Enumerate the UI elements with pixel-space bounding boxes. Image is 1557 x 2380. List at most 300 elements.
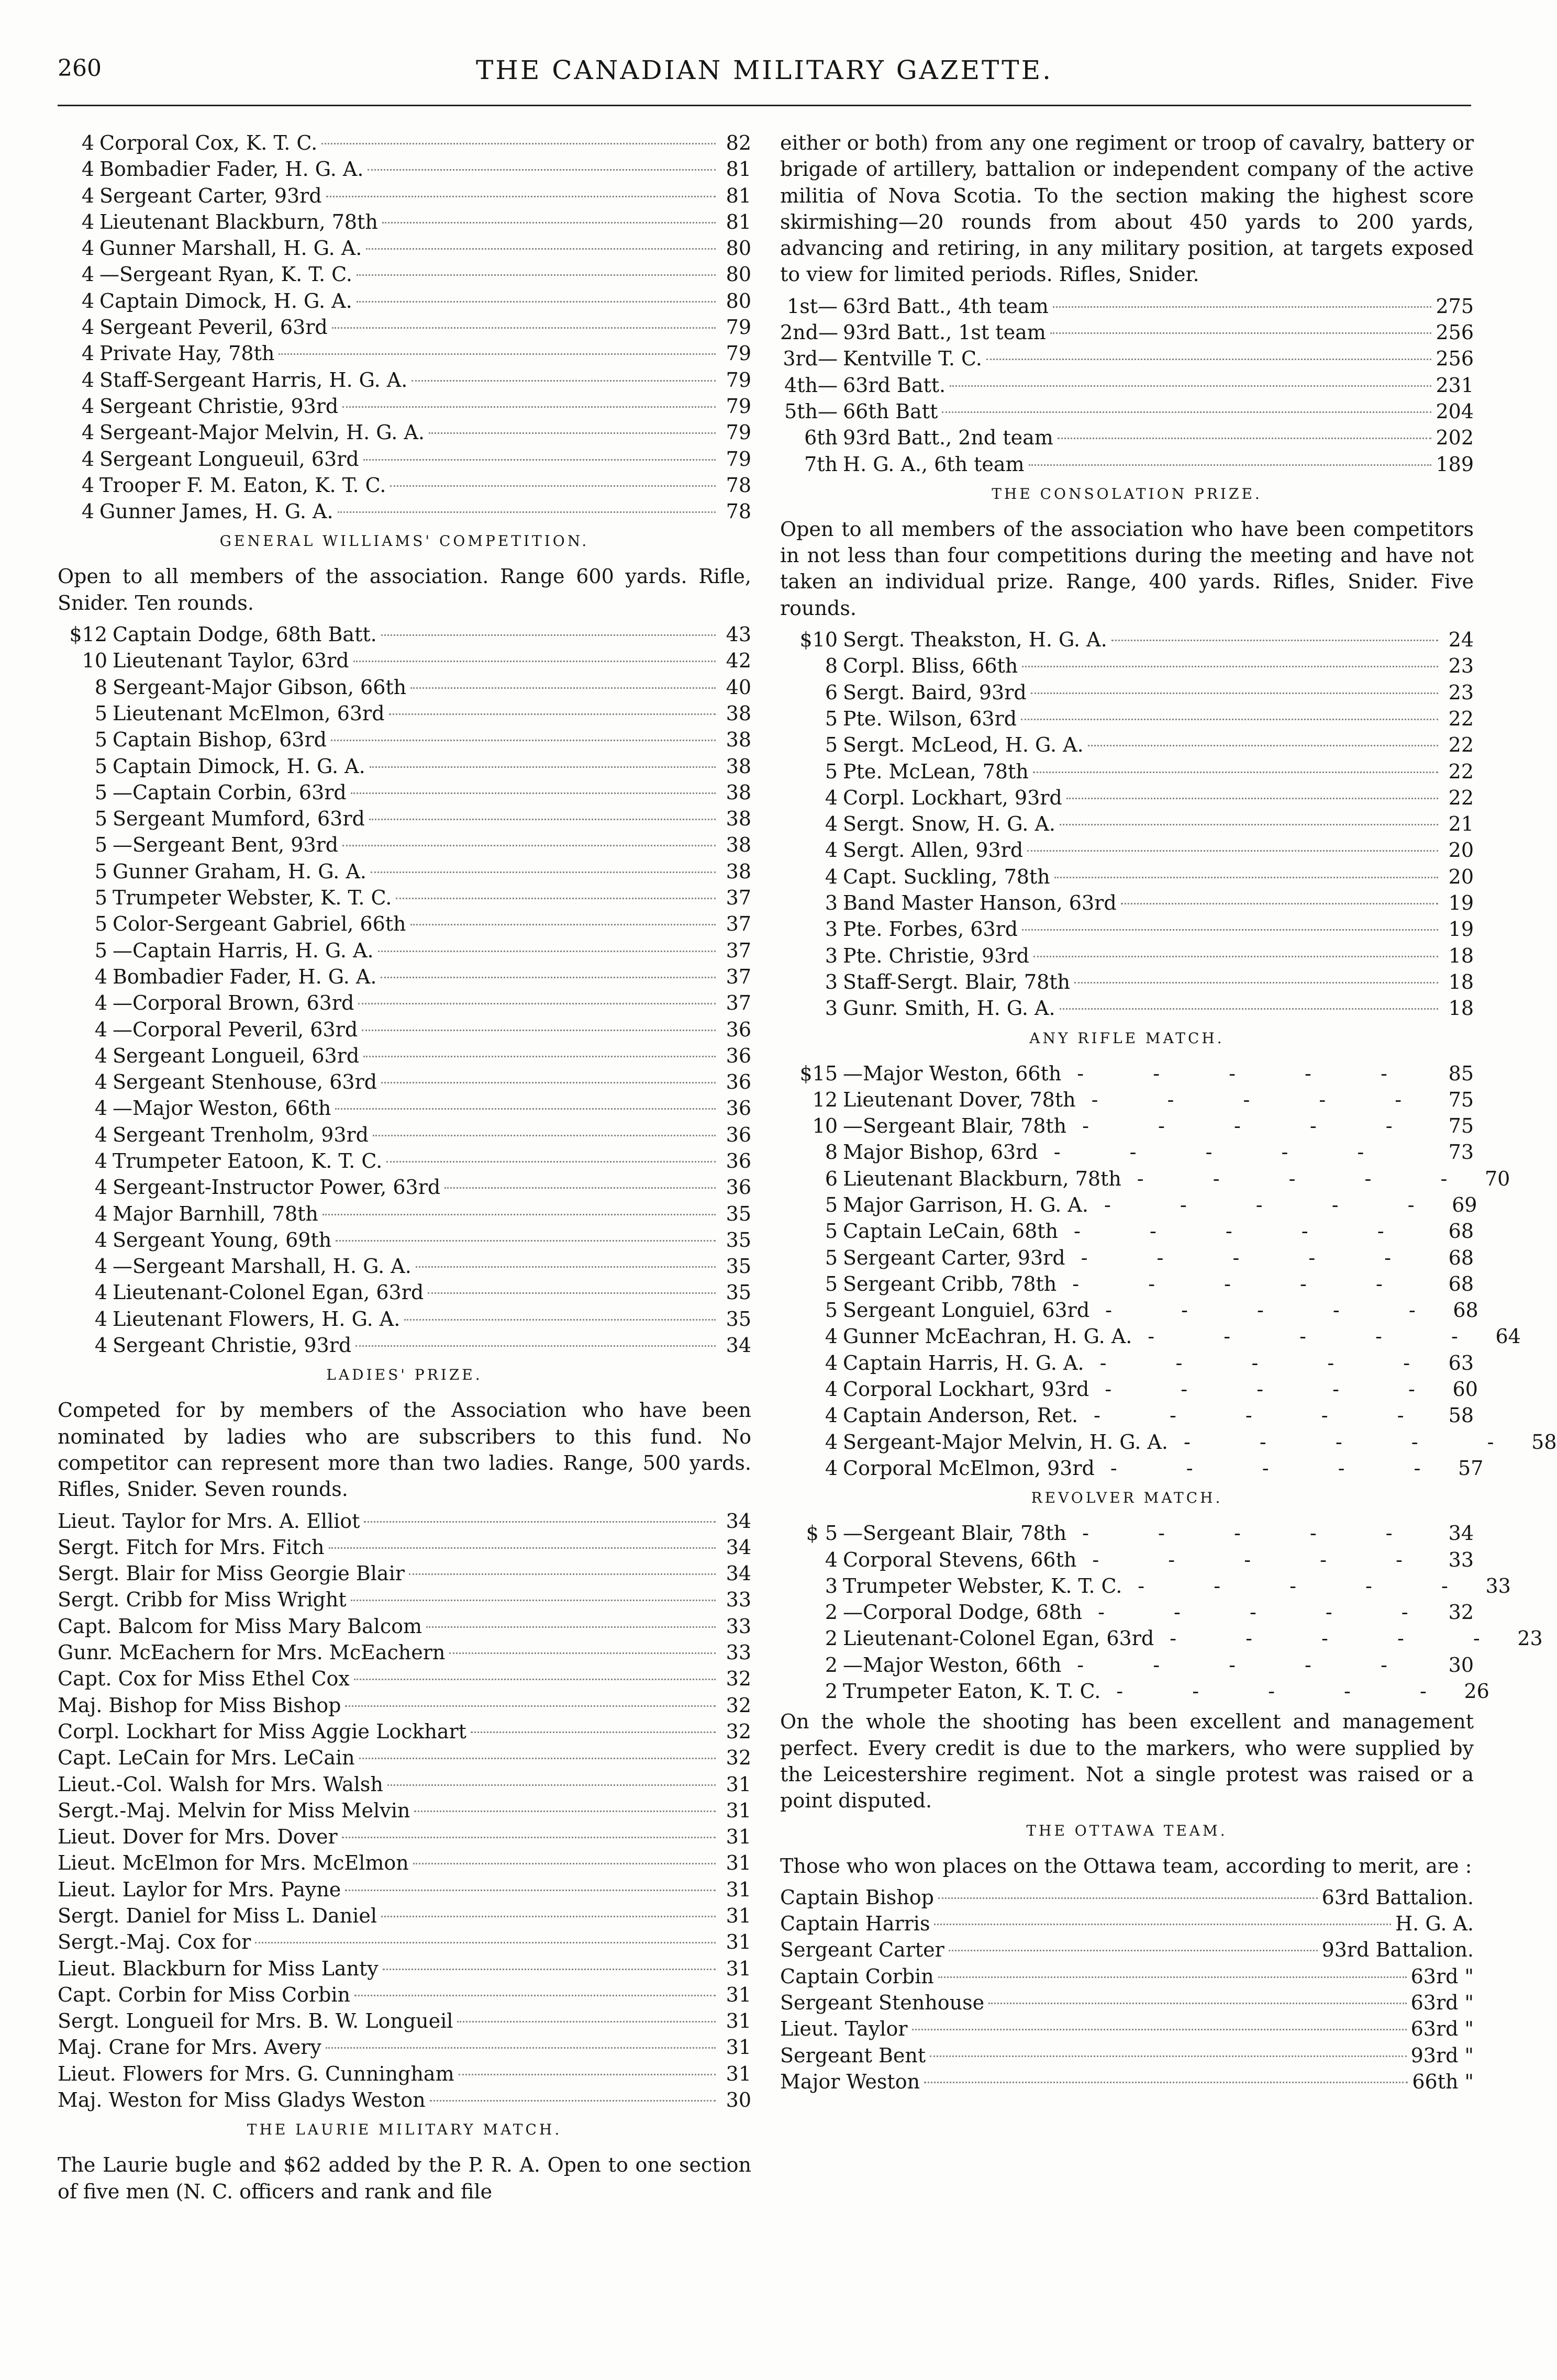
result-row bbox=[58, 1122, 751, 1148]
leader-dots: - - - - - bbox=[1091, 1088, 1433, 1111]
leader-dots bbox=[378, 951, 716, 952]
leader-dots bbox=[383, 1969, 716, 1970]
prize-amount: 4 bbox=[825, 1404, 838, 1427]
competitor-name: Sergeant Stenhouse, 63rd bbox=[113, 1070, 377, 1094]
score: 38 bbox=[726, 728, 751, 752]
result-row bbox=[58, 1850, 751, 1876]
unit-name: H. G. A. bbox=[1395, 1912, 1474, 1936]
score: 38 bbox=[726, 859, 751, 883]
competitor-name: Lieut. Taylor for Mrs. A. Elliot bbox=[58, 1509, 360, 1533]
competitor-name: Capt. LeCain for Mrs. LeCain bbox=[58, 1746, 355, 1770]
result-row bbox=[780, 1937, 1474, 1963]
leader-dots: - - - - - bbox=[1116, 1680, 1458, 1703]
prize-amount: 12 bbox=[812, 1088, 838, 1111]
leader-dots bbox=[949, 1950, 1318, 1951]
score: 32 bbox=[726, 1719, 751, 1743]
prize-amount: 5th— bbox=[784, 399, 838, 423]
competitor-name: Sergeant Longueuil, 63rd bbox=[99, 447, 359, 471]
leader-dots bbox=[342, 406, 716, 408]
publication-title: THE CANADIAN MILITARY GAZETTE. bbox=[475, 55, 1053, 85]
prize-amount: 5 bbox=[94, 833, 107, 857]
score: 34 bbox=[1448, 1522, 1474, 1545]
top-score-list bbox=[58, 130, 751, 524]
prize-amount: 4 bbox=[94, 965, 107, 988]
competitor-name: Sergeant Young, 69th bbox=[113, 1228, 332, 1252]
prize-amount: 4 bbox=[81, 447, 94, 471]
prize-amount: 4 bbox=[825, 1325, 838, 1348]
result-row bbox=[58, 498, 751, 524]
competitor-name: Captain Anderson, Ret. bbox=[843, 1404, 1078, 1427]
revolver-results bbox=[780, 1520, 1543, 1704]
score: 35 bbox=[726, 1228, 751, 1252]
leader-dots: - - - - - bbox=[1094, 1404, 1436, 1427]
competitor-name: Captain Bishop, 63rd bbox=[113, 728, 327, 752]
result-row bbox=[780, 1297, 1478, 1323]
leader-dots bbox=[429, 432, 716, 434]
competitor-name: Lieutenant Dover, 78th bbox=[843, 1088, 1076, 1111]
competitor-name: Pte. Christie, 93rd bbox=[843, 944, 1029, 967]
leader-dots bbox=[1033, 956, 1438, 957]
leader-dots bbox=[322, 1214, 716, 1215]
score: 31 bbox=[726, 1957, 751, 1980]
prize-amount: 4 bbox=[94, 1097, 107, 1120]
competitor-name: Gunner James, H. G. A. bbox=[99, 500, 333, 523]
prize-amount: 3rd— bbox=[783, 347, 838, 371]
score: 36 bbox=[726, 1123, 751, 1146]
prize-amount: 4 bbox=[94, 1281, 107, 1304]
result-row bbox=[58, 446, 751, 472]
prize-amount: 6 bbox=[825, 1167, 838, 1190]
score: 31 bbox=[726, 1772, 751, 1796]
leader-dots bbox=[338, 511, 716, 513]
leader-dots bbox=[404, 1319, 716, 1321]
leader-dots bbox=[357, 301, 716, 303]
competitor-name: Lieut. Flowers for Mrs. G. Cunningham bbox=[58, 2062, 454, 2085]
leader-dots bbox=[1074, 982, 1438, 984]
competitor-name: Sergeant-Major Melvin, H. G. A. bbox=[99, 421, 425, 444]
prize-amount: 4 bbox=[825, 1456, 838, 1480]
result-row bbox=[58, 700, 751, 727]
any-rifle-results bbox=[780, 1060, 1557, 1482]
score: 33 bbox=[726, 1614, 751, 1638]
score: 18 bbox=[1448, 970, 1474, 993]
competitor-name: Corpl. Bliss, 66th bbox=[843, 654, 1018, 678]
score: 31 bbox=[726, 1878, 751, 1901]
result-row bbox=[58, 235, 751, 261]
ottawa-intro: Those who won places on the Ottawa team, according to merit, are : bbox=[780, 1854, 1472, 1878]
result-row bbox=[780, 2069, 1474, 2095]
score: 35 bbox=[726, 1202, 751, 1225]
competitor-name: Lieutenant Taylor, 63rd bbox=[113, 649, 349, 673]
result-row bbox=[780, 1625, 1543, 1651]
leader-dots bbox=[457, 2021, 716, 2023]
result-row bbox=[58, 1797, 751, 1824]
score: 38 bbox=[726, 807, 751, 831]
page-number: 260 bbox=[58, 55, 102, 82]
competitor-name: Major Garrison, H. G. A. bbox=[843, 1193, 1088, 1216]
result-row bbox=[58, 1692, 751, 1718]
score: 75 bbox=[1448, 1088, 1474, 1111]
leader-dots bbox=[1021, 719, 1438, 720]
leader-dots: - - - - - bbox=[1074, 1220, 1416, 1243]
result-row bbox=[780, 864, 1474, 890]
leader-dots bbox=[387, 1784, 716, 1786]
result-row bbox=[780, 706, 1474, 732]
score: 73 bbox=[1448, 1141, 1474, 1164]
leader-dots: - - - - - bbox=[1077, 1653, 1419, 1677]
competitor-name: Corporal McElmon, 93rd bbox=[843, 1456, 1095, 1480]
score: 31 bbox=[726, 1798, 751, 1822]
result-row bbox=[58, 1586, 751, 1613]
result-row bbox=[780, 1402, 1474, 1428]
ladies-intro: Competed for by members of the Association who have been nominated by ladies who are subscribers to this fund. No competitor can represent more than two ladies. Range, 500 yards. Rifles, Snider. Seven rounds. bbox=[58, 1399, 751, 1501]
score: 79 bbox=[726, 447, 751, 471]
competitor-name: Sergeant Mumford, 63rd bbox=[113, 807, 365, 831]
competitor-name: Corpl. Lockhart, 93rd bbox=[843, 786, 1062, 809]
leader-dots bbox=[381, 977, 716, 978]
score: 79 bbox=[726, 368, 751, 392]
result-row bbox=[58, 885, 751, 911]
competitor-name: Sergeant Longueil, 63rd bbox=[113, 1044, 360, 1067]
competitor-name: Corporal Lockhart, 93rd bbox=[843, 1378, 1089, 1401]
score: 37 bbox=[726, 965, 751, 988]
leader-dots: - - - - - bbox=[1184, 1430, 1526, 1454]
prize-amount: 3 bbox=[825, 997, 838, 1020]
score: 79 bbox=[726, 342, 751, 365]
result-row bbox=[780, 1139, 1474, 1165]
score: 33 bbox=[1448, 1548, 1474, 1571]
competitor-name: Trumpeter Webster, K. T. C. bbox=[113, 886, 392, 910]
score: 34 bbox=[726, 1562, 751, 1585]
laurie-title: THE LAURIE MILITARY MATCH. bbox=[247, 2121, 562, 2139]
leader-dots bbox=[930, 2055, 1406, 2057]
score: 81 bbox=[726, 184, 751, 207]
competitor-name: Lieut.-Col. Walsh for Mrs. Walsh bbox=[58, 1772, 383, 1796]
prize-amount: 2nd— bbox=[780, 321, 838, 344]
result-row bbox=[58, 1069, 751, 1095]
leader-dots bbox=[370, 766, 716, 768]
result-row bbox=[58, 419, 751, 445]
leader-dots bbox=[1066, 798, 1438, 799]
result-row bbox=[780, 2016, 1474, 2042]
leader-dots bbox=[359, 1758, 716, 1759]
leader-dots: - - - - - bbox=[1099, 1351, 1442, 1375]
leader-dots bbox=[1050, 332, 1432, 334]
laurie-intro: The Laurie bugle and $62 added by the P. R. A. Open to one section of five men (N. C. officers and rank and file bbox=[58, 2153, 751, 2203]
result-row bbox=[780, 811, 1474, 837]
leader-dots bbox=[366, 248, 716, 250]
prize-amount: 4 bbox=[94, 1334, 107, 1357]
result-row bbox=[58, 209, 751, 235]
prize-amount: 4 bbox=[81, 342, 94, 365]
competitor-name: Sergeant-Major Gibson, 66th bbox=[113, 675, 407, 699]
score: 22 bbox=[1448, 786, 1474, 809]
leader-dots bbox=[396, 898, 716, 899]
competitor-name: —Sergeant Blair, 78th bbox=[843, 1522, 1067, 1545]
competitor-name: Pte. Wilson, 63rd bbox=[843, 707, 1017, 730]
score: 31 bbox=[726, 1825, 751, 1849]
score: 68 bbox=[1453, 1299, 1478, 1322]
result-row bbox=[780, 679, 1474, 706]
result-row bbox=[58, 130, 751, 156]
leader-dots bbox=[353, 661, 716, 662]
competitor-name: Sergt. Fitch for Mrs. Fitch bbox=[58, 1535, 325, 1559]
score: 31 bbox=[726, 2036, 751, 2059]
result-row bbox=[780, 345, 1474, 372]
competitor-name: Staff-Sergeant Harris, H. G. A. bbox=[99, 368, 408, 392]
competitor-name: Pte. McLean, 78th bbox=[843, 759, 1029, 783]
competitor-name: Sergt.-Maj. Melvin for Miss Melvin bbox=[58, 1798, 410, 1822]
score: 19 bbox=[1448, 918, 1474, 941]
consolation-results bbox=[780, 627, 1474, 1021]
result-row bbox=[58, 647, 751, 674]
prize-amount: 5 bbox=[94, 938, 107, 962]
result-row bbox=[58, 674, 751, 700]
leader-dots bbox=[351, 792, 716, 794]
leader-dots: - - - - - bbox=[1053, 1141, 1396, 1164]
score: 36 bbox=[726, 1097, 751, 1120]
closing-paragraph: On the whole the shooting has been excellent and management perfect. Every credit is due to the markers, who were supplied by the Leicestershire regiment. Not a single protest was raised or a point disputed. bbox=[780, 1710, 1474, 1813]
result-row bbox=[780, 653, 1474, 679]
score: 20 bbox=[1448, 865, 1474, 888]
competitor-name: 93rd Batt., 2nd team bbox=[843, 426, 1053, 450]
score: 30 bbox=[726, 2088, 751, 2112]
result-row bbox=[58, 1174, 751, 1200]
leader-dots bbox=[363, 459, 716, 461]
competitor-name: Sergeant Christie, 93rd bbox=[99, 394, 339, 418]
result-row bbox=[780, 1599, 1474, 1625]
prize-amount: 4 bbox=[81, 500, 94, 523]
competitor-name: —Corporal Brown, 63rd bbox=[113, 991, 354, 1015]
prize-amount: 3 bbox=[825, 918, 838, 941]
competitor-name: Maj. Bishop for Miss Bishop bbox=[58, 1693, 341, 1717]
leader-dots: - - - - - bbox=[1110, 1456, 1452, 1480]
score: 75 bbox=[1448, 1114, 1474, 1138]
result-row bbox=[780, 732, 1474, 758]
leader-dots bbox=[988, 2003, 1407, 2004]
result-row bbox=[780, 451, 1474, 477]
result-row bbox=[58, 1253, 751, 1279]
competitor-name: —Sergeant Bent, 93rd bbox=[113, 833, 339, 857]
score: 79 bbox=[726, 316, 751, 339]
result-row bbox=[58, 1613, 751, 1639]
result-row bbox=[780, 758, 1474, 785]
competitor-name: Lieut. Blackburn for Miss Lanty bbox=[58, 1957, 379, 1980]
result-row bbox=[58, 261, 751, 287]
leader-dots bbox=[381, 634, 716, 636]
result-row bbox=[58, 314, 751, 340]
leader-dots bbox=[410, 687, 716, 689]
prize-amount: 10 bbox=[82, 649, 107, 673]
score: 35 bbox=[726, 1307, 751, 1331]
result-row bbox=[58, 1745, 751, 1771]
score: 19 bbox=[1448, 891, 1474, 915]
result-row bbox=[58, 367, 751, 393]
competitor-name: Trooper F. M. Eaton, K. T. C. bbox=[99, 473, 386, 497]
score: 42 bbox=[726, 649, 751, 673]
competitor-name: Sergt. Theakston, H. G. A. bbox=[843, 628, 1107, 652]
competitor-name: Sergeant-Major Melvin, H. G. A. bbox=[843, 1430, 1168, 1454]
leader-dots bbox=[389, 713, 716, 715]
competitor-name: Trumpeter Eatoon, K. T. C. bbox=[113, 1149, 383, 1172]
header-rule bbox=[58, 105, 1471, 106]
result-row bbox=[780, 1990, 1474, 2016]
score: 58 bbox=[1448, 1404, 1474, 1427]
leader-dots bbox=[373, 1135, 716, 1136]
result-row bbox=[58, 621, 751, 647]
prize-amount: 7th bbox=[804, 452, 838, 476]
result-row bbox=[58, 1771, 751, 1797]
competitor-name: —Corporal Peveril, 63rd bbox=[113, 1018, 358, 1041]
leader-dots bbox=[335, 1108, 716, 1110]
leader-dots bbox=[279, 353, 716, 355]
score: 18 bbox=[1448, 997, 1474, 1020]
prize-amount: 4 bbox=[94, 1255, 107, 1278]
result-row bbox=[780, 1963, 1474, 1990]
prize-amount: 4 bbox=[81, 473, 94, 497]
competitor-name: Sergt. Longueil for Mrs. B. W. Longueil bbox=[58, 2009, 453, 2033]
leader-dots bbox=[430, 2100, 716, 2102]
result-row bbox=[780, 1113, 1474, 1139]
result-row bbox=[780, 1455, 1484, 1481]
result-row bbox=[780, 1678, 1489, 1704]
competitor-name: Major Barnhill, 78th bbox=[113, 1202, 318, 1225]
score: 68 bbox=[1448, 1220, 1474, 1243]
leader-dots bbox=[1058, 438, 1432, 439]
leader-dots bbox=[413, 1863, 716, 1864]
prize-amount: 4 bbox=[94, 1176, 107, 1199]
score: 38 bbox=[726, 780, 751, 804]
prize-amount: 4 bbox=[81, 368, 94, 392]
score: 256 bbox=[1436, 321, 1474, 344]
unit-name: 66th " bbox=[1412, 2070, 1474, 2093]
leader-dots bbox=[342, 1837, 716, 1838]
score: 60 bbox=[1452, 1378, 1478, 1401]
leader-dots bbox=[1054, 877, 1438, 878]
competitor-name: Captain Harris, H. G. A. bbox=[843, 1351, 1084, 1375]
prize-amount: 5 bbox=[94, 780, 107, 804]
leader-dots bbox=[351, 1600, 716, 1601]
competitor-name: Bombadier Fader, H. G. A. bbox=[99, 158, 364, 181]
leader-dots bbox=[381, 1916, 716, 1917]
result-row bbox=[780, 943, 1474, 969]
score: 58 bbox=[1531, 1430, 1557, 1454]
leader-dots bbox=[357, 274, 716, 276]
competitor-name: Sergt. Baird, 93rd bbox=[843, 680, 1027, 704]
score: 20 bbox=[1448, 839, 1474, 862]
score: 37 bbox=[726, 886, 751, 910]
leader-dots: - - - - - bbox=[1098, 1601, 1440, 1624]
leader-dots: - - - - - bbox=[1072, 1272, 1414, 1295]
score: 38 bbox=[726, 754, 751, 778]
ottawa-title: THE OTTAWA TEAM. bbox=[1026, 1822, 1228, 1839]
competitor-name: Lieutenant-Colonel Egan, 63rd bbox=[113, 1281, 424, 1304]
prize-amount: 4 bbox=[825, 1378, 838, 1401]
score: 38 bbox=[726, 701, 751, 725]
leader-dots bbox=[950, 385, 1431, 387]
result-row bbox=[780, 424, 1474, 451]
leader-dots bbox=[381, 1082, 716, 1083]
result-row bbox=[780, 890, 1474, 916]
prize-amount: 5 bbox=[825, 707, 838, 730]
competitor-name: Sergeant Peveril, 63rd bbox=[99, 316, 328, 339]
competitor-name: Sergt. Cribb for Miss Wright bbox=[58, 1588, 347, 1612]
prize-amount: 4 bbox=[81, 158, 94, 181]
competitor-name: Gunner Graham, H. G. A. bbox=[113, 859, 366, 883]
leader-dots: - - - - - bbox=[1148, 1325, 1489, 1348]
score: 57 bbox=[1458, 1456, 1484, 1480]
prize-amount: 2 bbox=[825, 1653, 838, 1677]
result-row bbox=[780, 1192, 1477, 1218]
score: 33 bbox=[1485, 1574, 1511, 1597]
result-row bbox=[780, 1652, 1474, 1678]
result-row bbox=[58, 779, 751, 806]
leader-dots bbox=[326, 2047, 716, 2049]
leader-dots bbox=[449, 1652, 716, 1654]
leader-dots bbox=[938, 1976, 1407, 1978]
leader-dots bbox=[358, 1003, 716, 1004]
result-row bbox=[58, 1560, 751, 1586]
result-row bbox=[58, 806, 751, 832]
result-row bbox=[780, 1218, 1474, 1244]
result-row bbox=[58, 1332, 751, 1358]
any-rifle-title: ANY RIFLE MATCH. bbox=[1029, 1029, 1225, 1047]
competitor-name: —Major Weston, 66th bbox=[113, 1097, 331, 1120]
score: 80 bbox=[726, 263, 751, 286]
prize-amount: 4 bbox=[94, 1070, 107, 1094]
score: 32 bbox=[726, 1667, 751, 1691]
result-row bbox=[780, 627, 1474, 653]
competitor-name: Color-Sergeant Gabriel, 66th bbox=[113, 912, 406, 936]
leader-dots bbox=[416, 1266, 716, 1268]
prize-amount: $10 bbox=[799, 628, 838, 652]
result-row bbox=[780, 1166, 1510, 1192]
competitor-name: Staff-Sergt. Blair, 78th bbox=[843, 970, 1071, 993]
competitor-name: Sergeant Carter, 93rd bbox=[843, 1246, 1065, 1269]
score: 37 bbox=[726, 938, 751, 962]
competitor-name: Band Master Hanson, 63rd bbox=[843, 891, 1117, 915]
competitor-name: Captain Dimock, H. G. A. bbox=[99, 289, 352, 312]
score: 32 bbox=[726, 1693, 751, 1717]
result-row bbox=[58, 832, 751, 858]
prize-amount: 4 bbox=[825, 839, 838, 862]
leader-dots bbox=[345, 1890, 716, 1891]
score: 36 bbox=[726, 1070, 751, 1094]
score: 80 bbox=[726, 237, 751, 260]
prize-amount: 6 bbox=[825, 680, 838, 704]
competitor-name: Major Weston bbox=[780, 2070, 920, 2093]
leader-dots bbox=[368, 169, 716, 171]
prize-amount: 5 bbox=[94, 886, 107, 910]
competitor-name: Captain Bishop bbox=[780, 1885, 934, 1909]
competitor-name: Corporal Stevens, 66th bbox=[843, 1548, 1077, 1571]
score: 22 bbox=[1448, 707, 1474, 730]
result-row bbox=[58, 1718, 751, 1745]
result-row bbox=[58, 2008, 751, 2034]
leader-dots bbox=[321, 143, 716, 144]
leader-dots: - - - - - bbox=[1077, 1061, 1419, 1085]
competitor-name: 63rd Batt., 4th team bbox=[843, 294, 1049, 318]
result-row bbox=[780, 1884, 1474, 1910]
score: 275 bbox=[1436, 294, 1474, 318]
result-row bbox=[58, 1043, 751, 1069]
score: 68 bbox=[1448, 1246, 1474, 1269]
leader-dots: - - - - - bbox=[1092, 1548, 1434, 1571]
score: 34 bbox=[726, 1334, 751, 1357]
result-row bbox=[58, 911, 751, 937]
leader-dots: - - - - - bbox=[1138, 1574, 1480, 1597]
result-row bbox=[780, 293, 1474, 319]
